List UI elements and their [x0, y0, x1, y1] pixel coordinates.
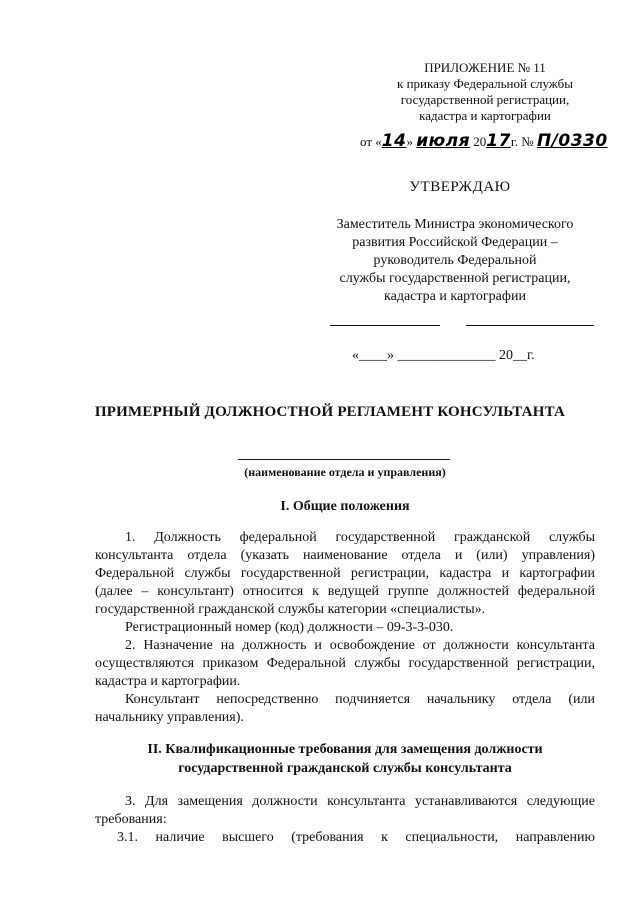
approver-block [300, 216, 610, 306]
paragraph: 2. Назначение на должность и освобождение от должности консультанта осуществляются приказом Федеральной службы государственной регистрации, кадастра и картографии. [95, 638, 595, 689]
paragraph: 1. Должность федеральной государственной гражданской службы консультанта отдела (указать наименование отдела и (или) управления) Федеральной службы государственной регистрации, кадастра и картографии (далее – консультант) относится к ведущей группе должностей федеральной государственной гражданской службы категории «специалисты». [95, 530, 595, 617]
order-day-handwritten: 14 [381, 131, 407, 151]
annex-number: ПРИЛОЖЕНИЕ № 11 [424, 60, 546, 75]
paragraph: 3.1. наличие высшего (требования к специальности, направлению [117, 830, 595, 845]
signature-name-line [466, 325, 594, 326]
section-2-heading-line: II. Квалификационные требования для замещения должности [147, 742, 543, 757]
order-quote-close: » [406, 134, 417, 149]
paragraph: Консультант непосредственно подчиняется начальнику отдела (или начальнику управления). [95, 692, 595, 725]
annex-agency-line-2: кадастра и картографии [419, 108, 551, 123]
paragraph: 3. Для замещения должности консультанта устанавливаются следующие требования: [95, 794, 595, 827]
section-1-body [95, 529, 595, 727]
order-month-handwritten: июля [416, 131, 470, 151]
approval-date-template: «____» ______________ 20__г. [352, 348, 535, 363]
order-year-prefix: 20 [470, 134, 487, 149]
order-date-number [360, 131, 630, 151]
section-2-heading [80, 740, 610, 778]
section-2-body [95, 793, 595, 847]
order-number-handwritten: П/0330 [536, 131, 608, 151]
order-year-handwritten: 17 [486, 131, 511, 151]
approval-title: УТВЕРЖДАЮ [409, 179, 511, 195]
signature-line [330, 325, 440, 326]
document-title: ПРИМЕРНЫЙ ДОЛЖНОСТНОЙ РЕГЛАМЕНТ КОНСУЛЬТАНТА [94, 404, 566, 420]
approver-line: службы государственной регистрации, [339, 271, 571, 286]
annex-order-ref: к приказу Федеральной службы [397, 76, 573, 91]
unit-name-rule [238, 459, 450, 460]
section-1-heading: I. Общие положения [280, 499, 410, 514]
section-2-heading-line: государственной гражданской службы консультанта [178, 761, 512, 776]
approver-line: Заместитель Министра экономического [336, 217, 574, 232]
unit-name-caption: (наименование отдела и управления) [244, 465, 446, 479]
approver-line: развития Российской Федерации – [352, 235, 558, 250]
order-prefix: от « [360, 134, 382, 149]
approver-line: руководитель Федеральной [373, 253, 537, 268]
order-number-label: г. № [510, 134, 537, 149]
paragraph: Регистрационный номер (код) должности – 09-3-3-030. [125, 620, 454, 635]
approver-line: кадастра и картографии [384, 289, 526, 304]
annex-block [360, 60, 610, 124]
annex-agency-line: государственной регистрации, [400, 92, 570, 107]
